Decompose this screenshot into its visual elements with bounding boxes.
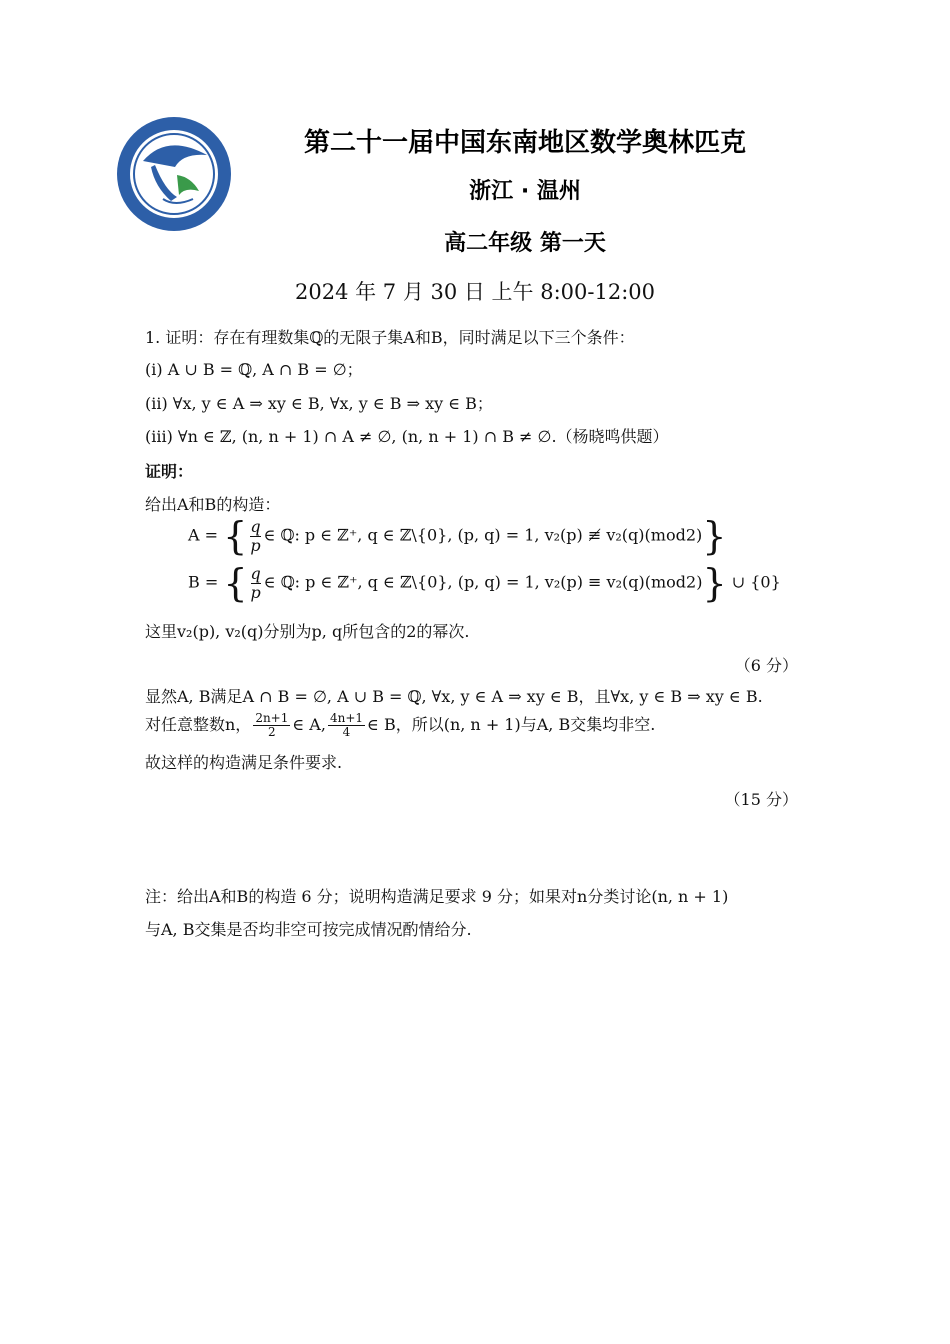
right-brace: } — [702, 561, 727, 605]
set-a-left: A = — [188, 525, 224, 545]
score-6: （6 分） — [734, 656, 798, 675]
problem-statement: 1. 证明：存在有理数集ℚ的无限子集A和B，同时满足以下三个条件： — [145, 328, 635, 347]
grading-note-line-1: 注：给出A和B的构造 6 分；说明构造满足要求 9 分；如果对n分类讨论(n, n + 1) — [145, 887, 729, 906]
right-brace: } — [702, 514, 727, 558]
set-b-right: ∈ ℚ: p ∈ ℤ⁺, q ∈ ℤ\{0}, (p, q) = 1, v₂(p) ≡ v₂(q)(mod2) — [263, 572, 703, 592]
fraction-4n1-4: $\frac{4n+1}{4}$ — [329, 711, 364, 739]
competition-logo — [115, 115, 233, 233]
left-brace: { — [223, 561, 248, 605]
set-b-left: B = — [188, 572, 224, 592]
set-a-fraction: $\frac{q}{p}$ — [250, 516, 261, 555]
solution-heading: 证明： — [145, 462, 194, 481]
verification-line-1: 显然A, B满足A ∩ B = ∅, A ∪ B = ℚ, ∀x, y ∈ A ⇒ xy ∈ B，且∀x, y ∈ B ⇒ xy ∈ B. — [145, 687, 763, 706]
condition-2: (ii) ∀x, y ∈ A ⇒ xy ∈ B, ∀x, y ∈ B ⇒ xy ∈ B； — [145, 394, 493, 413]
exam-date-time: 2024 年 7 月 30 日 上午 8:00-12:00 — [294, 280, 656, 304]
set-a-definition — [188, 514, 726, 558]
score-15: （15 分） — [724, 790, 798, 809]
exam-grade-day: 高二年级 第一天 — [444, 231, 606, 256]
fraction-2n1-2: $\frac{2n+1}{2}$ — [255, 711, 289, 739]
set-a-right: ∈ ℚ: p ∈ ℤ⁺, q ∈ ℤ\{0}, (p, q) = 1, v₂(p) ≢ v₂(q)(mod2) — [263, 525, 703, 545]
conclusion: 故这样的构造满足条件要求. — [145, 753, 343, 772]
set-b-tail: ∪ {0} — [726, 572, 781, 592]
condition-3: (iii) ∀n ∈ ℤ, (n, n + 1) ∩ A ≠ ∅, (n, n + 1) ∩ B ≠ ∅.（杨晓鸣供题） — [145, 427, 669, 446]
exam-title: 第二十一届中国东南地区数学奥林匹克 — [303, 128, 746, 158]
exam-location: 浙江 · 温州 — [469, 179, 581, 204]
verification-line-2: 对任意整数n， $\frac{2n+1}{2}$ ∈ A, $\frac{4n+1}{4}$ ∈ B，所以(n, n + 1)与A, B交集均非空. — [145, 711, 656, 739]
left-brace: { — [223, 514, 248, 558]
set-b-fraction: $\frac{q}{p}$ — [250, 563, 261, 602]
grading-note-line-2: 与A, B交集是否均非空可按完成情况酌情给分. — [145, 920, 472, 939]
valuation-explanation: 这里v₂(p), v₂(q)分别为p, q所包含的2的幂次. — [145, 622, 470, 641]
solution-intro: 给出A和B的构造： — [145, 495, 281, 514]
condition-1: (i) A ∪ B = ℚ, A ∩ B = ∅； — [145, 360, 363, 379]
set-b-definition — [188, 561, 781, 605]
